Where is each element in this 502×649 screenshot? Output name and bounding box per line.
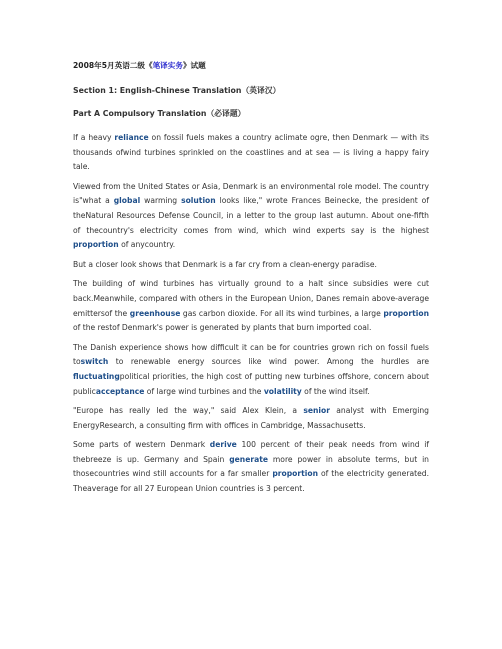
keyword-link[interactable]: volatility — [263, 386, 302, 396]
keyword-link[interactable]: reliance — [114, 133, 149, 142]
keyword-link[interactable]: greenhouse — [129, 308, 181, 318]
paragraph-text: The building of wind turbines has virtually ground to a halt since subsidies were cut back.Meanwhile, compared with others in the European Union, Danes remain above-average emittersof the — [73, 279, 429, 318]
keyword-link[interactable]: solution — [181, 196, 216, 206]
part-heading: Part A Compulsory Translation（必译题） — [73, 109, 246, 118]
keyword-link[interactable]: proportion — [73, 240, 119, 250]
paragraph-text: Some parts of western Denmark — [73, 440, 210, 450]
paragraph — [73, 131, 429, 175]
paragraph-text: more power in absolute terms, but in thosecountries wind still accounts for a far smaller — [73, 454, 429, 479]
section-heading: Section 1: English-Chinese Translation（英译汉） — [73, 86, 281, 95]
paragraph-text: political priorities, the high cost of putting new turbines offshore, concern about public — [73, 371, 429, 396]
paragraph-text: Viewed from the United States or Asia, Denmark is an environmental role model. The country is"what a — [73, 181, 429, 206]
paragraph — [73, 258, 429, 273]
keyword-link[interactable]: generate — [229, 454, 268, 464]
paragraph-text: of anycountry. — [118, 240, 176, 250]
paragraph-text: of the wind itself. — [301, 386, 370, 396]
paragraph-text: of the electricity generated. Theaverage for all 27 European Union countries is 3 percent. — [73, 469, 429, 494]
paragraph-text: of the restof Denmark's power is generated by plants that burn imported coal. — [73, 323, 372, 333]
paragraph — [73, 277, 429, 335]
document-body — [73, 131, 429, 497]
paragraph-text: The Danish experience shows how difficult it can be for countries grown rich on fossil fuels to — [73, 342, 429, 367]
keyword-link[interactable]: proportion — [383, 308, 429, 318]
paragraph-text: 100 percent of their peak needs from wind if thebreeze is up. Germany and Spain — [73, 440, 430, 464]
paragraph-text: gas carbon dioxide. For all its wind turbines, a large — [180, 308, 384, 318]
title-suffix: 》试题 — [182, 61, 206, 70]
document-title — [73, 60, 429, 71]
paragraph-text: "Europe has really led the way," said Alex Klein, a — [73, 406, 304, 416]
title-link[interactable]: 笔译实务 — [152, 61, 183, 70]
paragraph — [73, 438, 429, 496]
keyword-link[interactable]: switch — [80, 357, 109, 367]
document-page — [73, 60, 429, 502]
paragraph-text: on fossil fuels makes a country aclimate ogre, then Denmark — with its thousands ofwind turbines sprinkled on the coastlines and at sea — is living a happy fairy tale. — [73, 133, 429, 172]
keyword-link[interactable]: fluctuating — [73, 371, 120, 381]
paragraph — [73, 404, 429, 433]
keyword-link[interactable]: proportion — [272, 469, 318, 479]
paragraph-text: looks like," wrote Frances Beinecke, the president of theNatural Resources Defense Council, in a letter to the group last autumn. About one-fifth of thecountry's electricity comes from wind, which wind experts say is the highest — [73, 196, 429, 235]
title-prefix: 2008年5月英语二级《 — [73, 61, 153, 70]
paragraph-text: But a closer look shows that Denmark is a far cry from a clean-energy paradise. — [73, 259, 377, 269]
keyword-link[interactable]: senior — [303, 406, 330, 416]
keyword-link[interactable]: global — [113, 196, 141, 206]
keyword-link[interactable]: derive — [209, 440, 237, 450]
paragraph-text: warming — [140, 196, 182, 206]
paragraph — [73, 180, 429, 253]
paragraph-text: analyst with Emerging EnergyResearch, a consulting firm with offices in Cambridge, Massachusetts. — [73, 406, 429, 430]
paragraph-text: to renewable energy sources like wind power. Among the hurdles are — [108, 357, 429, 367]
paragraph-text: of large wind turbines and the — [144, 386, 264, 396]
keyword-link[interactable]: acceptance — [95, 386, 145, 396]
paragraph-text: If a heavy — [73, 133, 115, 142]
paragraph — [73, 341, 429, 399]
